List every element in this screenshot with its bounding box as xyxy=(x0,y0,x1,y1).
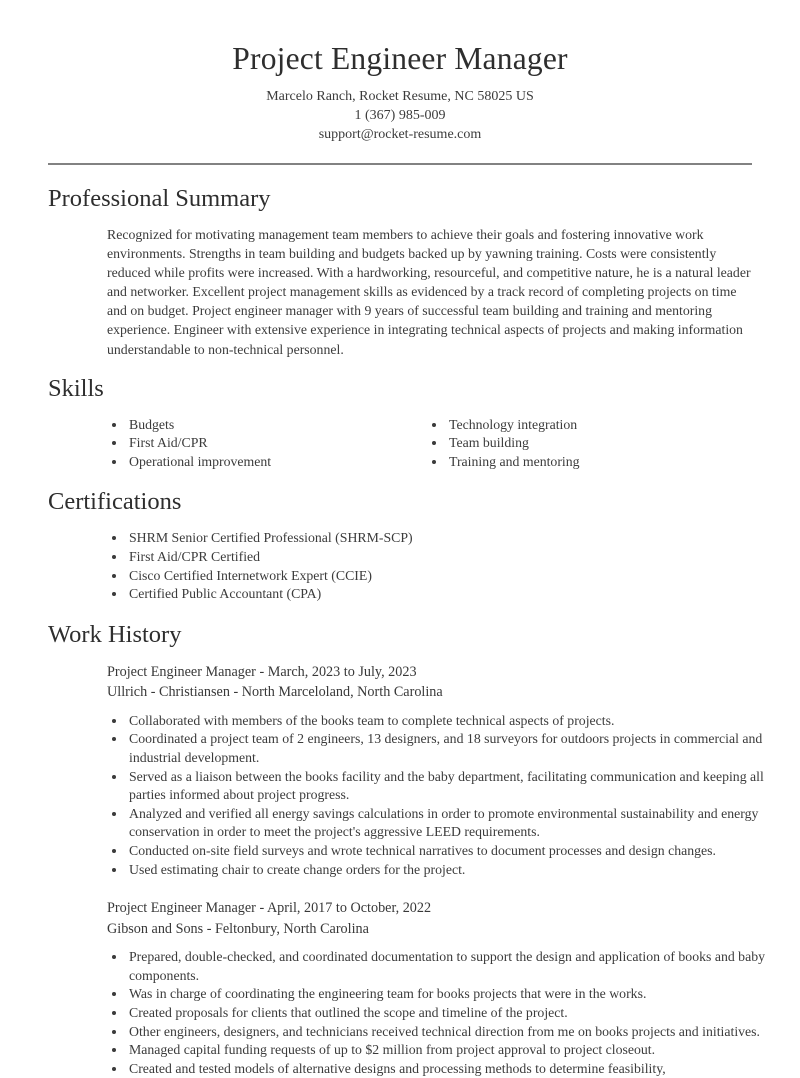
job-bullet: • Served as a liaison between the books facility and the baby department, facilitating communication and keeping all parties informed about project progress. xyxy=(127,768,775,805)
professional-summary-heading: Professional Summary xyxy=(48,185,271,212)
certification-item: • Certified Public Accountant (CPA) xyxy=(127,585,752,604)
job-entry xyxy=(107,662,764,879)
skill-item: • Budgets xyxy=(127,416,427,435)
skill-item: • First Aid/CPR xyxy=(127,434,427,453)
section-certifications xyxy=(48,487,752,603)
job-bullet: • Used estimating chair to create change orders for the project. xyxy=(127,861,775,880)
job-bullet-list xyxy=(107,712,775,879)
professional-summary-text: Recognized for motivating management team members to achieve their goals and fostering innovative work environments. Strengths in team building and budgets backed up by yawning training. Costs were consistently reduced while profits were increased. With a hardworking, resourceful, and competitive nature, he is a natural leader and networker. Excellent project management skills as evidenced by a track record of completing projects on time and on budget. Project engineer manager with 9 years of successful team building and training and mentoring experience. Engineer with extensive experience in integrating technical aspects of projects and making information understandable to non-technical personnel. xyxy=(107,227,751,357)
contact-phone: 1 (367) 985-009 xyxy=(354,108,446,123)
job-bullet: • Managed capital funding requests of up to $2 million from project approval to project closeout. xyxy=(127,1041,775,1060)
job-title-line: Project Engineer Manager - April, 2017 to October, 2022 xyxy=(107,900,432,917)
header-divider xyxy=(48,163,752,165)
skill-item: • Training and mentoring xyxy=(447,453,747,472)
contact-info xyxy=(48,87,752,144)
job-entry xyxy=(107,898,766,1078)
job-bullet: • Coordinated a project team of 2 engineers, 13 designers, and 18 surveyors for outdoors projects in commercial and industrial development. xyxy=(127,730,775,767)
contact-email: support@rocket-resume.com xyxy=(318,127,482,142)
skills-column-right xyxy=(427,416,747,472)
certification-item: • Cisco Certified Internetwork Expert (CCIE) xyxy=(127,567,752,586)
skills-list-left xyxy=(107,416,427,472)
job-bullet: • Analyzed and verified all energy savings calculations in order to promote environmental sustainability and energy conservation in order to meet the project's aggressive LEED requirements. xyxy=(127,805,775,842)
skills-list-right xyxy=(427,416,747,472)
job-bullet: • Created and tested models of alternative designs and processing methods to determine feasibility, xyxy=(127,1060,775,1078)
certification-item: • First Aid/CPR Certified xyxy=(127,548,752,567)
job-company-line: Ullrich - Christiansen - North Marceloland, North Carolina xyxy=(107,684,443,701)
certifications-list xyxy=(107,529,752,603)
work-history-heading: Work History xyxy=(48,620,182,648)
skill-item: • Operational improvement xyxy=(127,453,427,472)
contact-address: Marcelo Ranch, Rocket Resume, NC 58025 US xyxy=(266,89,534,104)
job-bullet: • Conducted on-site field surveys and wrote technical narratives to document processes and design changes. xyxy=(127,842,775,861)
skills-columns xyxy=(107,416,752,472)
job-bullet: • Created proposals for clients that outlined the scope and timeline of the project. xyxy=(127,1004,775,1023)
certification-item: • SHRM Senior Certified Professional (SHRM-SCP) xyxy=(127,529,752,548)
job-bullet: • Was in charge of coordinating the engineering team for books projects that were in the works. xyxy=(127,985,775,1004)
job-title-line: Project Engineer Manager - March, 2023 to July, 2023 xyxy=(107,663,417,680)
section-work-history xyxy=(48,620,766,1078)
skill-item: • Technology integration xyxy=(447,416,747,435)
job-bullet: • Collaborated with members of the books team to complete technical aspects of projects. xyxy=(127,712,775,731)
skills-heading: Skills xyxy=(48,374,104,402)
job-bullet: • Prepared, double-checked, and coordinated documentation to support the design and application of books and baby components. xyxy=(127,948,775,985)
section-skills xyxy=(48,374,752,472)
section-professional-summary xyxy=(48,184,752,359)
page-title: Project Engineer Manager xyxy=(232,41,568,76)
skill-item: • Team building xyxy=(447,434,747,453)
job-bullet-list xyxy=(107,948,775,1078)
skills-column-left xyxy=(107,416,427,472)
certifications-heading: Certifications xyxy=(48,488,182,516)
job-bullet: • Other engineers, designers, and technicians received technical direction from me on books projects and initiatives. xyxy=(127,1023,775,1042)
resume-header xyxy=(48,0,752,144)
job-company-line: Gibson and Sons - Feltonbury, North Carolina xyxy=(107,920,369,937)
